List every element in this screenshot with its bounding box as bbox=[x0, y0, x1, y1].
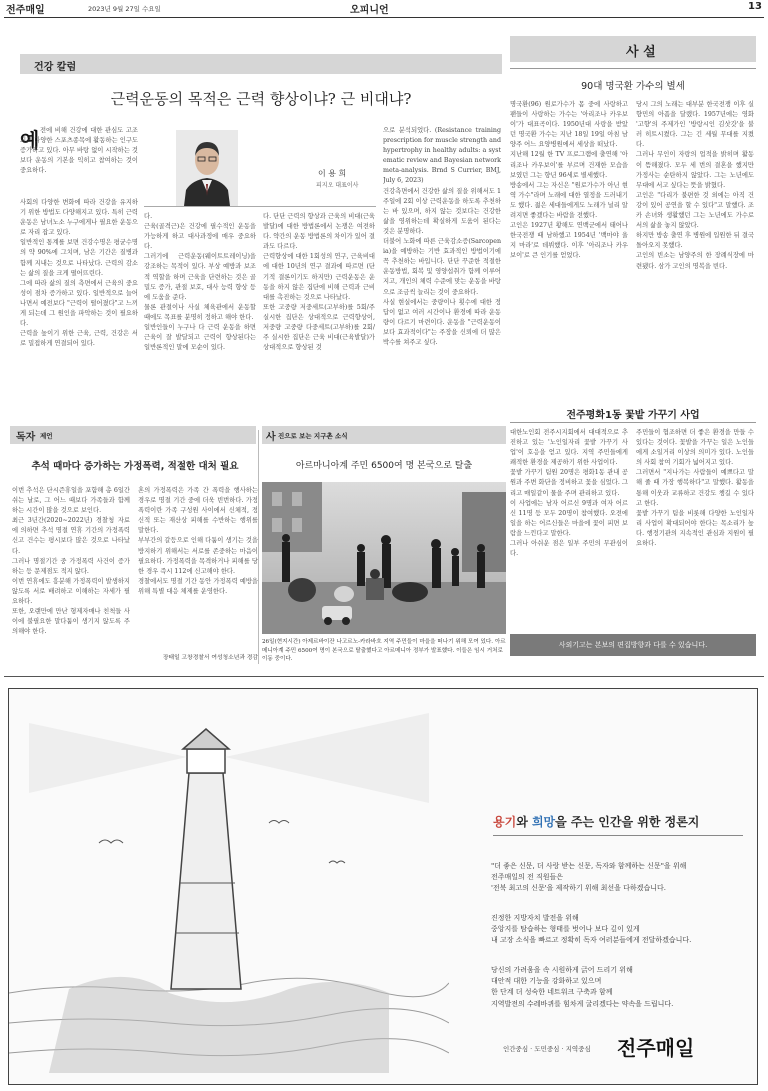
health-tab-label: 건강 칼럼 bbox=[34, 62, 77, 73]
health-col-3: 다. 단단 근력의 향상과 근육의 비대(근육발달)에 대한 방법론에서 논쟁은 여전하다. 약간의 운동 방법론의 차이가 있어 결과도 다르다. 근력향상에 대한 1회성의 연구, 근육비대에 대한 10년의 연구 결과에 따르면 (단기적 결론이기도 하지만) 근력운동은 운동을 하지 않은 집단에 비해 근력과 근비대를 촉진하는 것으로 나타났다. 또한 고중량 저중세트(고부하)를 5회/주 실시한 집단은 상대적으로 근력향상이, 저중량 고중량 다중세트(고부하)를 2회/주 실시한 집단은 근육 비대(근육발달)가 상대적으로 향상된 것 bbox=[263, 213, 375, 352]
ad-block bbox=[8, 688, 758, 1085]
photo-tab-sub: 진으로 보는 지구촌 소식 bbox=[278, 432, 348, 440]
editorial-2-col-1: 대한노인회 전주시지회에서 대대적으로 추진하고 있는 '노인일자리 꽃밭 가꾸기 사업'이 호응을 얻고 있다. 지역 주민들에게 쾌적한 환경을 제공하기 위한 사업이다. 꽃밭 가꾸기 팀원 20명은 평화1동 관내 공원과 주변 화단을 정비하고 꽃을 심었다. 그리고 매일같이 물을 주며 관리하고 있다. 이 사업에는 남자 어르신 9명과 여자 어르신 11명 등 모두 20명이 참여했다. 오전에 일을 하는 어르신들은 마을에 꽃이 피면 보람을 느낀다고 말한다. 그러나 아쉬운 점은 일부 주민의 무관심이다. bbox=[510, 429, 628, 558]
reader-title: 추석 때마다 증가하는 가정폭력, 적절한 대처 필요 bbox=[31, 461, 239, 472]
lighthouse-illustration-icon bbox=[9, 693, 449, 1083]
ad-headline-rule bbox=[493, 835, 743, 836]
paper-name: 전주매일 bbox=[6, 5, 45, 16]
editorial-title-2: 전주평화1동 꽃밭 가꾸기 사업 bbox=[566, 410, 700, 421]
byline-rule bbox=[144, 206, 376, 207]
editorial-rule-2 bbox=[510, 422, 756, 423]
page-header bbox=[0, 0, 768, 16]
health-title: 근력운동의 목적은 근력 향상이냐? 근 비대냐? bbox=[110, 90, 412, 108]
author-photo bbox=[176, 130, 238, 206]
editorial-rule-1 bbox=[510, 68, 756, 69]
health-tab bbox=[20, 54, 502, 74]
health-col-1b: 사회의 다양한 변화에 따라 건강을 유지하기 위한 방법도 다양해지고 있다. 특히 근력운동은 남녀노소 누구에게나 필요한 운동으로 자리 잡고 있다. 일반적인 통계를 보면 건강수명은 평균수명의 약 90%에 그치며, 남은 기간은 질병과 함께 지내는 것으로 나타났다. 근력의 감소는 삶의 질을 크게 떨어뜨린다. 그에 따라 삶의 질의 측면에서 근육의 중요성이 점차 증가하고 있다. 일반적으로 늘어나면서 예전보다 "근력이 떨어졌다"고 느끼게 되는데 그 원인을 파악하는 것이 필요하다. 근력을 높이기 위한 근육, 근력, 건강은 서로 밀접하게 연결되어 있다. bbox=[20, 199, 138, 348]
issue-date: 2023년 9월 27일 수요일 bbox=[88, 5, 161, 13]
reader-section bbox=[10, 422, 260, 664]
reader-tab-sub: 제언 bbox=[40, 432, 53, 440]
author-name: 이 용 희 bbox=[318, 169, 347, 178]
page-number: 13 bbox=[748, 1, 762, 12]
health-col-1a: 전에 비해 건강에 대한 관심도 고조되고 다양한 스포츠종목에 활동하는 인구도 증가하고 있다. 아무 바탕 없이 시작하는 것보다 운동의 기본을 익히고 참여하는 것이 중요하다. bbox=[20, 127, 138, 175]
news-photo bbox=[262, 482, 506, 634]
health-col-1 bbox=[20, 126, 138, 388]
ad-headline-accent-1: 용기 bbox=[493, 815, 517, 829]
ad-headline-mid: 와 bbox=[516, 815, 532, 829]
dropcap: 예 bbox=[20, 128, 40, 152]
health-col-4: 으로 분석되었다. (Resistance training prescription for muscle strength and hypertrophy in healthy adults: a systematic review and Bayesian network meta-analysis. Brnd S Currier, BMJ, July 6, 2023) 건강측면에서 건강한 삶의 질을 위해서도 1주일에 2회 이상 근력운동을 하도록 추천하는 바 있으며, 하지 않는 것보다는 건강한 삶을 영위하는데 확실하게 도움이 된다는 것은 분명하다. 더불어 노화에 따른 근육감소증(Sarcopenia)을 예방하는 기반 효과적인 방법이기에 꼭 추천하는 바입니다. 단단 꾸준한 적절한 운동방법, 회복 및 영양섭취가 함께 이루어지고, 개인의 체력 수준에 맞는 운동을 바탕으로 조금씩 늘리는 것이 중요하다. 사실 현실에서는 중량이나 횟수에 대한 정답이 없고 여러 시간이나 환경에 따라 운동량이 다르기 마련이다. 운동을 "근력운동이 보다 효과적이다"는 주장을 신뢰에 더 많은 박수를 쳐주고 싶다. bbox=[383, 127, 501, 346]
reader-tab-main: 독자 bbox=[16, 432, 36, 443]
editorial-section bbox=[510, 36, 756, 660]
ad-paragraph-2: 진정한 지방자치 발전을 위해 중앙지를 탐습하는 형태를 벗어나 보다 깊이 있게 내 고장 소식을 빠르고 정확히 독자 여러분들에게 전달하겠습니다. bbox=[491, 914, 692, 945]
ad-headline-rest: 을 주는 인간을 위한 정론지 bbox=[555, 815, 700, 829]
author-role: 피지오 대표이사 bbox=[316, 182, 359, 189]
photo-section bbox=[262, 422, 506, 664]
editorial-tab-label: 사 설 bbox=[626, 45, 656, 60]
reader-col-2: 혼의 가정폭력은 가족 간 폭력을 행사하는 경우로 명절 기간 중에 더욱 빈번하다. 가정폭력이란 가족 구성원 사이에서 신체적, 정신적 또는 재산상 피해를 수반하는 행위를 말한다. 부부간의 갈등으로 인해 다툼이 생기는 것을 방지하기 위해서는 서로를 존중하는 마음이 필요하다. 가정폭력을 목격하거나 피해를 당한 경우 즉시 112에 신고해야 한다. 경찰에서도 명절 기간 동안 가정폭력 예방을 위해 특별 대응 체제를 운영한다. bbox=[138, 487, 258, 595]
masthead-rule bbox=[4, 17, 764, 18]
section-name: 오피니언 bbox=[350, 5, 389, 16]
section-rule bbox=[4, 676, 764, 677]
editorial-1-col-2: 당시 그의 노래는 대부분 한국전쟁 이후 실향민의 아픔을 달랬다. 1957년에는 영화 '고향'의 주제가인 '방랑시인 김삿갓'을 불러 히트시켰다. 그는 긴 세월 무대를 지켰다. 그러나 무인이 자랑의 업적을 밝히며 활동이 뜸해졌다. 모두 세 번의 결혼을 했지만 가정사는 순탄하지 않았다. 그는 노년에도 무대에 서고 싶다는 뜻을 밝혔다. 고인은 "다리가 불편한 것 외에는 아직 건강이 있어 공연을 할 수 있다"고 말했다. 조카 손녀와 생활했던 그는 노년에도 가수로서의 삶을 놓지 않았다. 하지만 방송 출연 후 병원에 입원한 뒤 결국 돌아오지 못했다. 고인의 빈소는 남양주의 한 장례식장에 마련됐다. 삼가 고인의 명복을 빈다. bbox=[636, 101, 754, 270]
health-col-2: 다. 근육(골격근)은 건강에 필수적인 운동을 가능하게 하고 대사과정에 매우 중요하다. 그러기에 근력운동(웨이트트레이닝)을 강조하는 목적이 있다. 부상 예방과 보조적 역할을 하며 근육을 단련하는 것은 골밀도 증가, 관절 보호, 대사 능력 향상 등에 도움을 준다. 물론 관절이나 사실 체육관에서 운동할 때에도 목표를 분명히 정하고 해야 한다. 일반인들이 누구나 다 근력 운동을 하면 근육이 잘 발달되고 근력이 향상된다는 일반론적인 말에 모순이 있다. bbox=[144, 213, 256, 352]
editorial-title-1: 90대 명국환 가수의 별세 bbox=[581, 81, 685, 92]
photo-caption: 26일(현지시간) 아제르바이잔 나고르노-카라바흐 지역 주민들이 마을을 떠나기 위해 모여 있다. 아르메니아계 주민 6500여 명이 본국으로 탈출했다고 아르메니아 정부가 발표했다. 이들은 임시 거처로 이동 중이다. bbox=[262, 639, 506, 663]
ad-headline bbox=[493, 813, 699, 830]
column-divider bbox=[258, 430, 259, 664]
ad-paragraph-1: "더 좋은 신문, 더 사랑 받는 신문, 독자와 함께하는 신문"을 위해 전주매일의 전 직원들은 '전북 최고의 신문'을 제작하기 위해 최선을 다하겠습니다. bbox=[491, 862, 687, 893]
ad-paragraph-3: 당신의 가려움을 속 시원하게 긁어 드리기 위해 대안적 대한 기능을 강화하고 있으며 한 단계 더 성숙한 네트워크 구축과 함께 지역발전의 수레바퀴를 힘차게 굴리겠다는 약속을 드립니다. bbox=[491, 966, 674, 1008]
ad-logo: 전주매일 bbox=[617, 1036, 695, 1060]
ad-headline-accent-2: 희망 bbox=[531, 815, 556, 829]
editorial-2-col-2: 주민들이 협조하면 더 좋은 환경을 만들 수 있다는 것이다. 꽃밭을 가꾸는 일은 노인들에게 소일거리 이상의 의미가 있다. 노인들의 사회 참여 기회가 넓어지고 있다. 그러면서 "지나가는 사람들이 예쁘다고 말해 줄 때 가장 행복하다"고 말했다. 활동을 통해 이웃과 교류하고 건강도 챙길 수 있다고 한다. 꽃밭 가꾸기 팀을 비롯해 다양한 노인일자리 사업이 확대되어야 한다는 목소리가 높다. 행정기관의 지속적인 관심과 지원이 필요하다. bbox=[636, 429, 754, 548]
author-portrait-icon bbox=[176, 130, 238, 206]
photo-tab-main: 사 bbox=[266, 432, 276, 443]
editorial-footer-text: 사외기고는 본보의 편집방향과 다를 수 있습니다. bbox=[558, 641, 708, 649]
photo-title: 아르마니아계 주민 6500여 명 본국으로 탈출 bbox=[295, 461, 473, 471]
reader-col-1: 이번 추석은 단시즌휴일을 포함해 총 6일간 쉬는 날로, 그 어느 때보다 가족들과 함께 하는 시간이 많을 것으로 보인다. 최근 3년간(2020~2022년) 경찰청 자료에 의하면 추석 명절 연휴 기간의 가정폭력 신고 건수는 평시보다 많은 것으로 나타났다. 그러나 명절기간 중 가정폭력 사건이 증가하는 등 문제점도 적지 않다. 이번 연휴에도 흥분해 가정폭력이 발생하지 않도록 서로 배려하고 이해하는 자세가 필요하다. 또한, 오랜만에 만난 형제자매나 친척들 사이에 불필요한 말다툼이 생기지 않도록 주의해야 한다. bbox=[12, 487, 130, 636]
reader-author: 장태일 고창경찰서 여성청소년과 경감 bbox=[162, 655, 258, 661]
refugees-photo-icon bbox=[262, 482, 506, 634]
ad-slogan: 인간중심 · 도민중심 · 지역중심 bbox=[503, 1045, 591, 1053]
editorial-1-col-1: 명국환(96) 원로가수가 몸 중에 사랑하고 팬들이 사랑하는 가수는 '아리조나 카우보이'가 대표곡이다. 1950년대 사랑을 받았던 명국환 가수는 지난 18일 19일 아침 남양주 어느 요양병원에서 세상을 떠났다. 지난해 12월 한 TV 프로그램에 출연해 '아리조나 카우보이'를 부르며 건재한 모습을 보였던 그는 향년 96세로 별세했다. 방송에서 그는 자신은 "원로가수가 아닌 현역 가수"라며 노래에 대한 열정을 드러내기도 했다. 젊은 세대들에게도 노래가 널리 알려지면 좋겠다는 바람을 전했다. 고인은 1927년 황해도 연백군에서 태어나 한국전쟁 때 남하했고 1954년 '백마야 울지 마라'로 데뷔했다. 이후 '아리조나 카우보이'로 큰 인기를 얻었다. bbox=[510, 101, 628, 260]
health-column bbox=[20, 48, 505, 392]
